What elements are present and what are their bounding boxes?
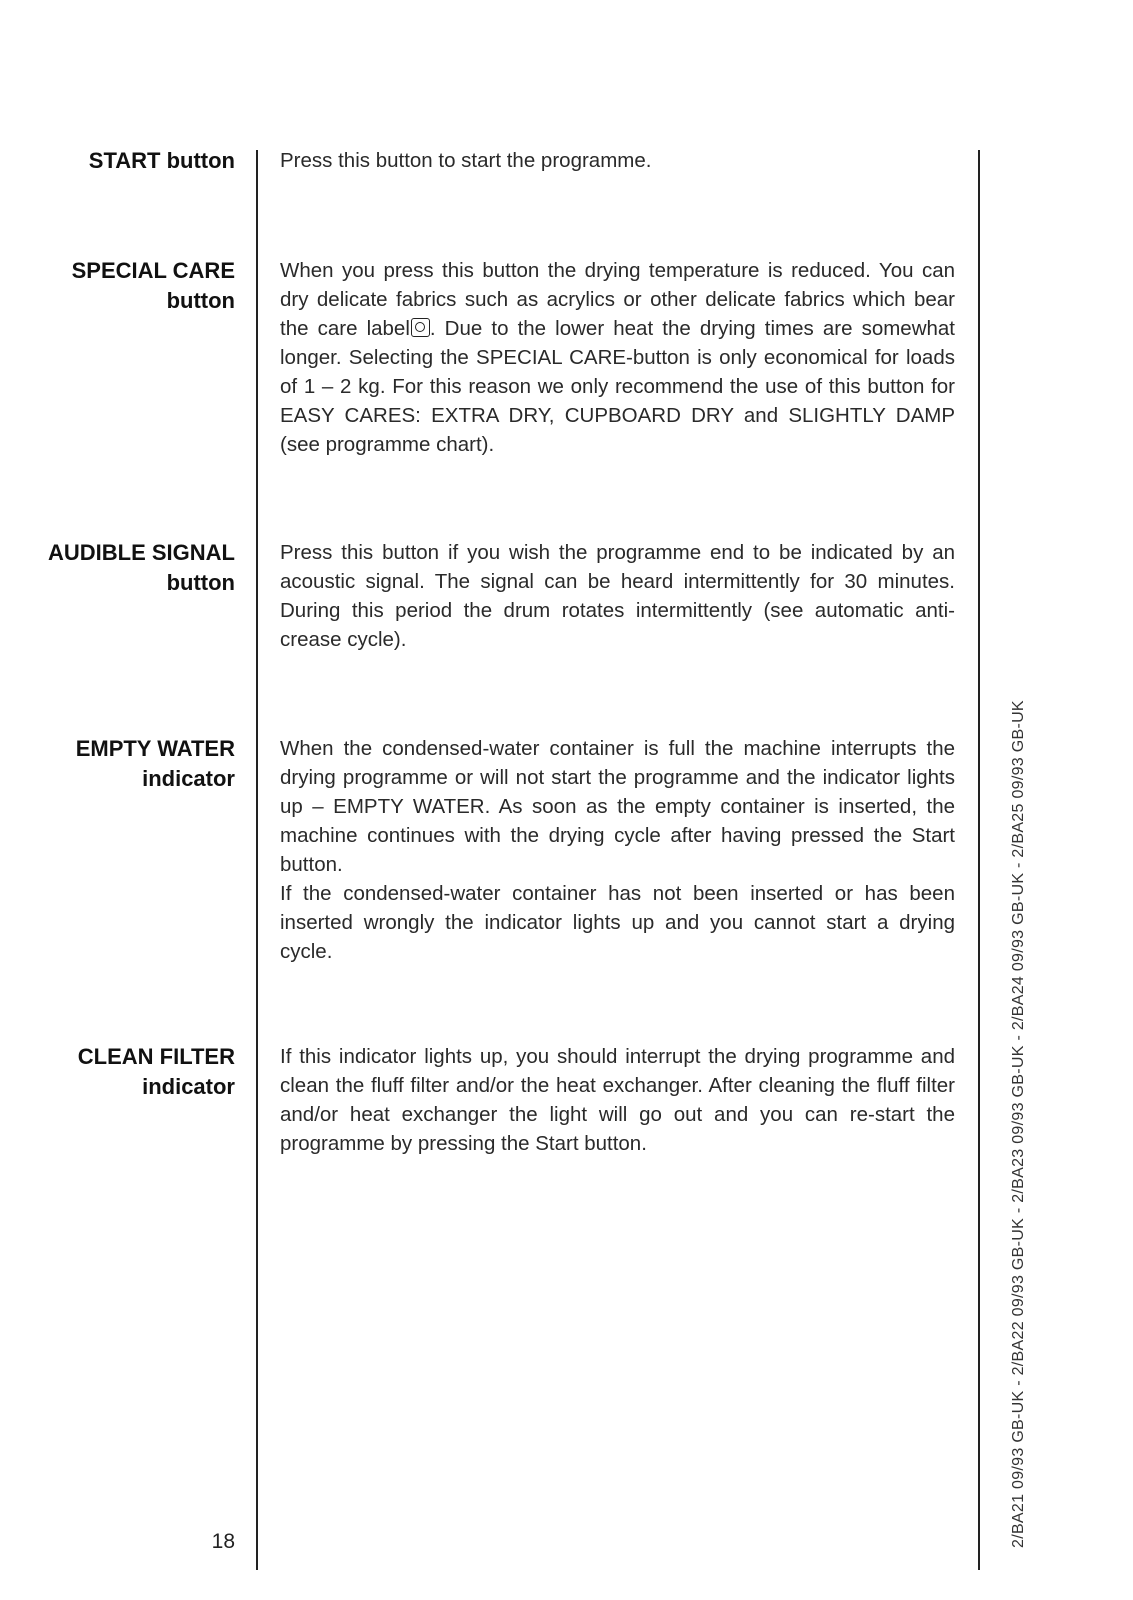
empty-water-heading (20, 734, 235, 794)
clean-filter-heading-line2: indicator (142, 1074, 235, 1099)
special-care-text (280, 256, 955, 459)
empty-water-heading-line2: indicator (142, 766, 235, 791)
clean-filter-text: If this indicator lights up, you should interrupt the drying programme and clean the fluff filter and/or the heat exchanger. After cleaning the fluff filter and/or heat exchanger the light will go out and you can re-start the programme by pressing the Start button. (280, 1045, 955, 1155)
empty-water-heading-line1: EMPTY WATER (75, 736, 235, 761)
empty-water-text: When the condensed-water container is full the machine interrupts the drying programme or will not start the programme and the indicator lights up – EMPTY WATER. As soon as the empty container is inserted, the machine continues with the drying cycle after having pressed the Start button. (280, 737, 955, 876)
start-button-description (280, 146, 955, 175)
page-number: 18 (211, 1530, 235, 1553)
document-reference-code: 2/BA21 09/93 GB-UK - 2/BA22 09/93 GB-UK - 2/BA23 09/93 GB-UK - 2/BA24 09/93 GB-UK - 2/BA25 09/93 GB-UK (1010, 700, 1027, 1548)
clean-filter-heading (20, 1042, 235, 1102)
audible-signal-heading (20, 538, 235, 598)
audible-signal-description (280, 538, 955, 654)
start-button-heading-line1: START button (88, 148, 235, 173)
special-care-heading-line1: SPECIAL CARE (71, 258, 235, 283)
start-button-text: Press this button to start the programme. (280, 149, 652, 172)
clean-filter-heading-line1: CLEAN FILTER (77, 1044, 235, 1069)
empty-water-text-2: If the condensed-water container has not been inserted or has been inserted wrongly the indicator lights up and you cannot start a drying cycle. (280, 882, 955, 963)
special-care-text-after-icon: . Due to the lower heat the drying times are somewhat longer. Selecting the SPECIAL CARE-button is only economical for loads of 1 – 2 kg. For this reason we only recommend the use of this button for EASY CARES: EXTRA DRY, CUPBOARD DRY and SLIGHTLY DAMP (see programme chart). (280, 317, 955, 456)
special-care-heading (20, 256, 235, 316)
delicate-drying-care-icon (411, 318, 430, 337)
left-column-rule (256, 150, 258, 1570)
start-button-heading (20, 146, 235, 176)
clean-filter-description (280, 1042, 955, 1158)
special-care-description (280, 256, 955, 459)
empty-water-description (280, 734, 955, 966)
audible-signal-heading-line1: AUDIBLE SIGNAL (48, 540, 235, 565)
special-care-heading-line2: button (166, 288, 235, 313)
right-column-rule (978, 150, 980, 1570)
special-care-text-before-icon: When you press this button the drying temperature is reduced. You can dry delicate fabrics such as acrylics or other delicate fabrics which bear the care label (280, 259, 955, 340)
audible-signal-heading-line2: button (166, 570, 235, 595)
audible-signal-text: Press this button if you wish the programme end to be indicated by an acoustic signal. The signal can be heard intermittently for 30 minutes. During this period the drum rotates intermittently (see automatic anti-crease cycle). (280, 541, 955, 651)
